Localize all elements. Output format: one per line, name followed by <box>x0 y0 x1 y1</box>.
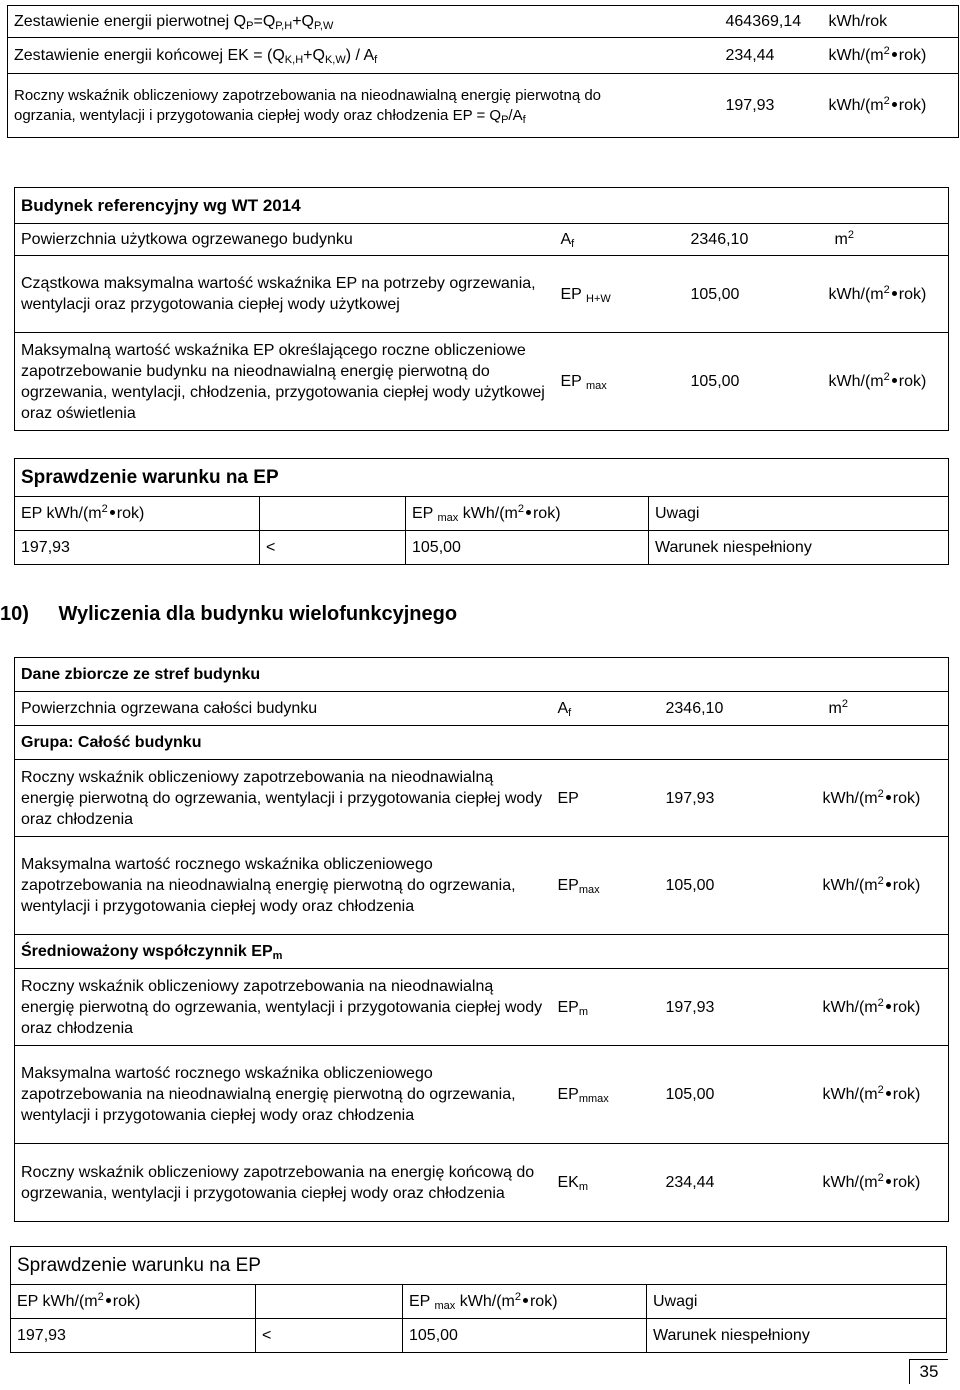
reference-building-table <box>14 187 949 431</box>
multi-epmax-label: Maksymalna wartość rocznego wskaźnika obliczeniowego zapotrzebowania na nieodnawialną energię pierwotną do ogrzewania, wentylacji i przygotowania ciepłej wody oraz chłodzenia <box>15 837 552 935</box>
ep-check-operator-1: < <box>260 531 406 565</box>
ep-check-ep-value-1: 197,93 <box>15 531 260 565</box>
multi-ekm-value: 234,44 <box>660 1144 823 1222</box>
energy-summary-table <box>7 5 959 138</box>
ep-check-header-notes-2: Uwagi <box>647 1285 947 1319</box>
multi-ekm-label: Roczny wskaźnik obliczeniowy zapotrzebowania na energię końcową do ogrzewania, wentylacji i przygotowania ciepłej wody oraz chłodzenia <box>15 1144 552 1222</box>
group-title: Grupa: Całość budynku <box>15 726 949 760</box>
page-number: 35 <box>909 1359 948 1384</box>
reference-building-title: Budynek referencyjny wg WT 2014 <box>15 188 949 224</box>
weighted-coefficient-title: Średnioważony współczynnik $EP_m$ <box>15 935 949 969</box>
multi-epm-label: Roczny wskaźnik obliczeniowy zapotrzebowania na nieodnawialną energię pierwotną do ogrzewania, wentylacji i przygotowania ciepłej wody oraz chłodzenia <box>15 969 552 1046</box>
multi-epmax-symbol: $EP_{max}$ <box>552 837 660 935</box>
multi-epmmax-symbol: $EP_{mmax}$ <box>552 1046 660 1144</box>
ep-index-unit: kWh/($m^2$ rok) <box>823 74 959 138</box>
section-number: 10) <box>0 603 29 625</box>
primary-energy-unit: kWh/rok <box>823 6 959 38</box>
ep-index-label: Roczny wskaźnik obliczeniowy zapotrzebowania na nieodnawialną energię pierwotną do ogrzania, wentylacji i przygotowania ciepłej wody oraz chłodzenia EP = $Q_P/A_f$ <box>8 74 720 138</box>
ep-check-ep-value-2: 197,93 <box>11 1319 256 1353</box>
multi-area-value: 2346,10 <box>660 692 823 726</box>
ep-check-header-ep-2: EP kWh/($m^2$ rok) <box>11 1285 256 1319</box>
ep-check-header-notes-1: Uwagi <box>649 497 949 531</box>
multi-epm-unit: kWh/($m^2$ rok) <box>823 969 949 1046</box>
multi-ep-symbol: EP <box>552 760 660 837</box>
multi-area-symbol: $A_f$ <box>552 692 660 726</box>
final-energy-unit: kWh/($m^2$ rok) <box>823 38 959 74</box>
ref-area-value: 2346,10 <box>685 224 829 256</box>
ep-check-header-op-2 <box>256 1285 403 1319</box>
ep-check-note-1: Warunek niespełniony <box>649 531 949 565</box>
multi-epmax-unit: kWh/($m^2$ rok) <box>823 837 949 935</box>
multi-area-unit: $m^2$ <box>823 692 949 726</box>
ep-check-table-1 <box>14 458 949 565</box>
ref-epmax-label: Maksymalną wartość wskaźnika EP określającego roczne obliczeniowe zapotrzebowanie budynku na nieodnawialną energię pierwotną do ogrzewania, wentylacji, chłodzenia, przygotowania ciepłej wody użytkowej oraz oświetlenia <box>15 333 555 431</box>
ep-check-epmax-value-2: 105,00 <box>403 1319 647 1353</box>
ep-check-header-epmax-1: EP $_{max}$ kWh/($m^2$ rok) <box>406 497 649 531</box>
multi-area-label: Powierzchnia ogrzewana całości budynku <box>15 692 552 726</box>
ref-ephw-symbol: EP $_{H+W}$ <box>555 256 685 333</box>
primary-energy-label: Zestawienie energii pierwotnej $Q_P=Q_{P,H}+Q_{P,W}$ <box>8 6 720 38</box>
ep-check-epmax-value-1: 105,00 <box>406 531 649 565</box>
multi-epmax-value: 105,00 <box>660 837 823 935</box>
zones-summary-title: Dane zbiorcze ze stref budynku <box>15 658 949 692</box>
ep-check-header-epmax-2: EP $_{max}$ kWh/($m^2$ rok) <box>403 1285 647 1319</box>
ref-area-unit: $m^2$ <box>829 224 949 256</box>
section-heading <box>0 603 457 626</box>
ep-check-note-2: Warunek niespełniony <box>647 1319 947 1353</box>
ep-check-header-ep-1: EP kWh/($m^2$ rok) <box>15 497 260 531</box>
multi-ep-unit: kWh/($m^2$ rok) <box>823 760 949 837</box>
ep-check-title-2: Sprawdzenie warunku na EP <box>11 1247 947 1285</box>
final-energy-value: 234,44 <box>720 38 823 74</box>
ref-ephw-label: Cząstkowa maksymalna wartość wskaźnika EP na potrzeby ogrzewania, wentylacji oraz przygotowania ciepłej wody użytkowej <box>15 256 555 333</box>
multi-ekm-unit: kWh/($m^2$ rok) <box>823 1144 949 1222</box>
ep-check-table-2 <box>10 1246 947 1353</box>
ep-check-operator-2: < <box>256 1319 403 1353</box>
multi-ekm-symbol: $EK_m$ <box>552 1144 660 1222</box>
multifunction-building-table <box>14 657 949 1222</box>
ep-check-title-1: Sprawdzenie warunku na EP <box>15 459 949 497</box>
multi-epmmax-label: Maksymalna wartość rocznego wskaźnika obliczeniowego zapotrzebowania na nieodnawialną energię pierwotną do ogrzewania, wentylacji i przygotowania ciepłej wody oraz chłodzenia <box>15 1046 552 1144</box>
multi-epmmax-unit: kWh/($m^2$ rok) <box>823 1046 949 1144</box>
multi-ep-value: 197,93 <box>660 760 823 837</box>
ref-area-symbol: $A_f$ <box>555 224 685 256</box>
ref-ephw-unit: kWh/($m^2$ rok) <box>829 256 949 333</box>
multi-ep-label: Roczny wskaźnik obliczeniowy zapotrzebowania na nieodnawialną energię pierwotną do ogrzewania, wentylacji i przygotowania ciepłej wody oraz chłodzenia <box>15 760 552 837</box>
final-energy-label: Zestawienie energii końcowej EK = $(Q_{K,H}+Q_{K,W}) / A_f$ <box>8 38 720 74</box>
ep-index-value: 197,93 <box>720 74 823 138</box>
ep-check-header-op-1 <box>260 497 406 531</box>
primary-energy-value: 464369,14 <box>720 6 823 38</box>
ref-epmax-unit: kWh/($m^2$ rok) <box>829 333 949 431</box>
multi-epm-symbol: $EP_m$ <box>552 969 660 1046</box>
section-title: Wyliczenia dla budynku wielofunkcyjnego <box>58 603 458 625</box>
multi-epmmax-value: 105,00 <box>660 1046 823 1144</box>
ref-area-label: Powierzchnia użytkowa ogrzewanego budynku <box>15 224 555 256</box>
ref-ephw-value: 105,00 <box>685 256 829 333</box>
ref-epmax-value: 105,00 <box>685 333 829 431</box>
ref-epmax-symbol: EP $_{max}$ <box>555 333 685 431</box>
multi-epm-value: 197,93 <box>660 969 823 1046</box>
